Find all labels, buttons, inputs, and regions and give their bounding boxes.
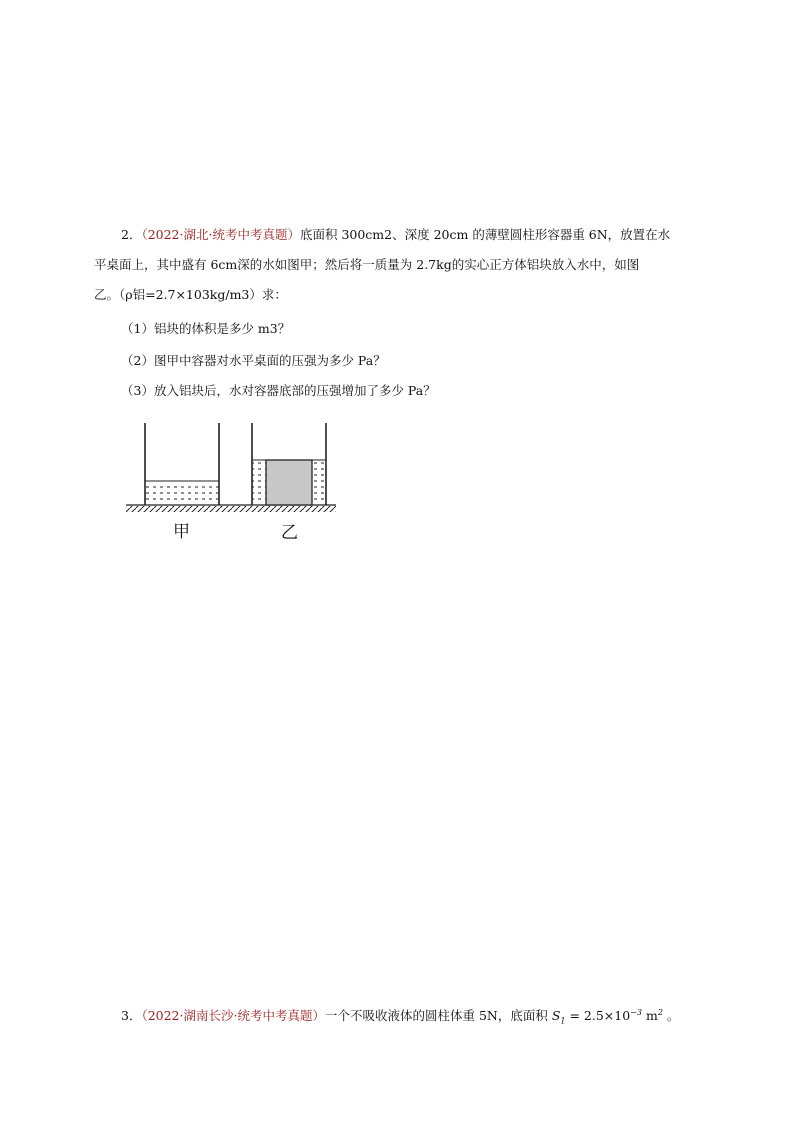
q2-sub-2-text: （2）图甲中容器对水平桌面的压强为多少 Pa？ (121, 353, 386, 368)
q3-number: 3． (121, 1008, 142, 1024)
q2-number: 2． (121, 227, 142, 242)
container-b (252, 423, 326, 505)
q2-sub-3-text: （3）放入铝块后，水对容器底部的压强增加了多少 Pa？ (121, 383, 436, 398)
label-jia: 甲 (173, 522, 190, 542)
q2-sub-3 (121, 382, 436, 400)
q2-text-3: 乙。（ρ铝=2.7×103kg/m3）求： (94, 287, 287, 302)
q2-line-1 (121, 226, 670, 244)
q2-sub-2 (121, 352, 386, 370)
q2-line-2 (94, 256, 639, 274)
q2-line-3 (94, 286, 287, 304)
q2-text-2: 平桌面上，其中盛有 6cm深的水如图甲；然后将一质量为 2.7kg的实心正方体铝块放入水中，如图 (94, 257, 640, 272)
label-yi: 乙 (281, 523, 298, 543)
q2-sub-1-text: （1）铝块的体积是多少 m3？ (121, 321, 291, 336)
q3-source: （2022·湖南长沙·统考中考真题） (141, 1008, 325, 1024)
container-diagram (124, 418, 344, 518)
q2-source: （2022·湖北·统考中考真题） (141, 227, 300, 242)
q2-sub-1 (121, 320, 290, 338)
q2-text-1: 底面积 300cm2、深度 20cm 的薄壁圆柱形容器重 6N，放置在水 (299, 227, 671, 242)
container-figure (124, 418, 344, 543)
q3-end: 。 (662, 1008, 680, 1024)
q3-text: 一个不吸收液体的圆柱体重 5N，底面积 (324, 1008, 548, 1024)
aluminum-block (266, 460, 312, 505)
q3-line-1 (121, 1004, 679, 1031)
ground-line (126, 505, 336, 512)
area-formula: $S_1 = 2.5\times 10^{-3}$ $m^2$ (551, 1008, 663, 1026)
container-a (145, 423, 219, 505)
